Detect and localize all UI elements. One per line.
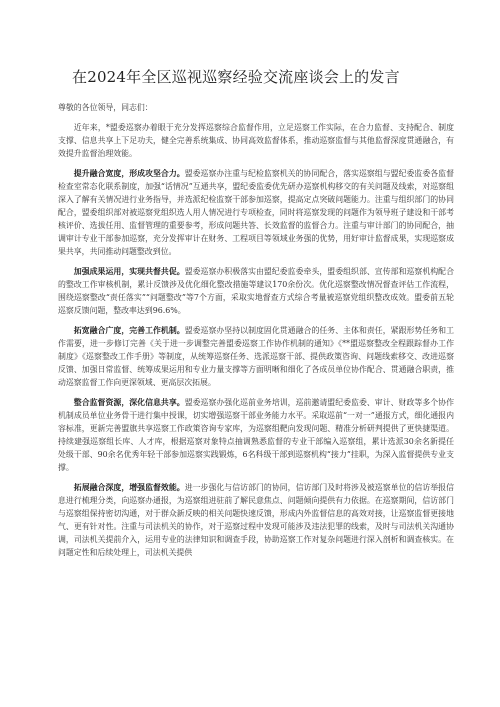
paragraph-body: 盟委巡察办积极落实由盟纪委监委牵头，盟委组织部、宣传部和巡察机构配合的整改工作审核机制，累计反馈涉及优化细化整改措施等建议170余份次。优化巡察整改情况督查评估工作流程，围绕巡察整改“责任落实”“问题整改”等7个方面，采取实地督查方式综合考量被巡察党组织整改成效。盟委前五轮巡察反馈问题，整改率达到96.6%。 <box>58 267 454 315</box>
document-title: 在2024年全区巡视巡察经验交流座谈会上的发言 <box>72 68 400 86</box>
paragraph-integration-depth <box>58 481 454 559</box>
paragraph-integration-breadth <box>58 324 454 389</box>
paragraph-body: 盟委巡察办注重与纪检监察机关的协同配合，落实巡察组与盟纪委监委各监督检查室常态化联系制度，加强“话情况”互通共享，盟纪委监委优先研办巡察机构移交的有关问题及线索，对巡察组深入了解有关情况进行业务指导，并选派纪检监察干部参加巡察，提高定点突破问题能力。注重与组织部门的协同配合，盟委组织部对被巡察党组织选人用人情况进行专项检查，同时将巡察发现的问题作为领导班子建设和干部考核评价、选拔任用、监督管理的重要参考，形成问题共答、长效监督的监督合力。注重与审计部门的协同配合，抽调审计专业干部参加巡察，充分发挥审计在财务、工程项目等领域业务强的优势，用好审计监督成果，实现巡察成果共享，共同推动问题整改到位。 <box>58 169 454 256</box>
paragraph-integration-width <box>58 167 454 258</box>
paragraph-lead: 拓展融合深度，增强监督效能。 <box>73 483 185 492</box>
paragraph-body: 近年来，*盟委巡察办着眼于充分发挥巡察综合监督作用，立足巡察工作实际，在合力监督、支持配合、制度支撑、信息共享上下足功夫，健全完善系统集成、协同高效监督体系，推动巡察监督与其他监督深度贯通融合，有效提升监督治理效能。 <box>58 123 454 158</box>
paragraph-lead: 提升融合宽度，形成攻坚合力。 <box>73 169 185 178</box>
paragraph-results-application <box>58 265 454 317</box>
salutation: 尊敬的各位领导，同志们： <box>58 103 153 112</box>
paragraph-body: 盟委巡察办坚持以制度固化贯通融合的任务、主体和责任，紧跟形势任务和工作需要，进一步修订完善《关于进一步调整完善盟委巡察工作协作机制的通知》《**盟巡察整改全程跟踪督办工作制度》《巡察整改工作手册》等制度，从统筹巡察任务、选派巡察干部、提供政策咨询、问题线索移交、改进巡察反馈、加强日常监督、统筹成果运用和专业力量支撑等方面明晰和细化了各成员单位协作配合、贯通融合职责，推动巡察监督工作向更深领域、更高层次拓展。 <box>58 326 454 387</box>
paragraph-lead: 加强成果运用，实现共督共促。 <box>73 267 185 276</box>
paragraph-body: 盟委巡察办强化巡前业务培训，巡前邀请盟纪委监委、审计、财政等多个协作机制成员单位业务骨干进行集中授课，切实增强巡察干部业务能力水平。采取巡前“一对一”通报方式，细化通报内容标准，更新完善盟旗共享巡察工作政策咨询专家库，为巡察组靶向发现问题、精准分析研判提供了更快捷渠道。持续建强巡察组长库、人才库，根据巡察对象特点抽调熟悉监督的专业干部编入巡察组，累计选派30余名新提任处级干部、90余名优秀年轻干部参加巡察实践锻炼，6名科级干部到巡察机构“接力”挂职，为深入监督提供专业支撑。 <box>58 398 454 472</box>
paragraph-intro <box>58 121 454 160</box>
paragraph-body: 进一步强化与信访部门的协同，信访部门及时将涉及被巡察单位的信访举报信息进行梳理分类，向巡察办通报，为巡察组进驻前了解民意焦点、问题倾向提供有力依据。在巡察期间，信访部门与巡察组保持密切沟通，对于群众新反映的相关问题快速反馈，形成内外监督信息的高效对接，让巡察监督更接地气、更有针对性。注重与司法机关的协作，对于巡察过程中发现可能涉及违法犯罪的线索，及时与司法机关沟通协调，司法机关提前介入，运用专业的法律知识和调查手段，协助巡察工作对复杂问题进行深入剖析和调查核实。在问题定性和后续处理上，司法机关提供 <box>58 483 454 557</box>
paragraph-lead: 拓宽融合广度，完善工作机制。 <box>73 326 185 335</box>
paragraph-lead: 整合监督资源，深化信息共享。 <box>73 398 185 407</box>
paragraph-resource-integration <box>58 396 454 474</box>
